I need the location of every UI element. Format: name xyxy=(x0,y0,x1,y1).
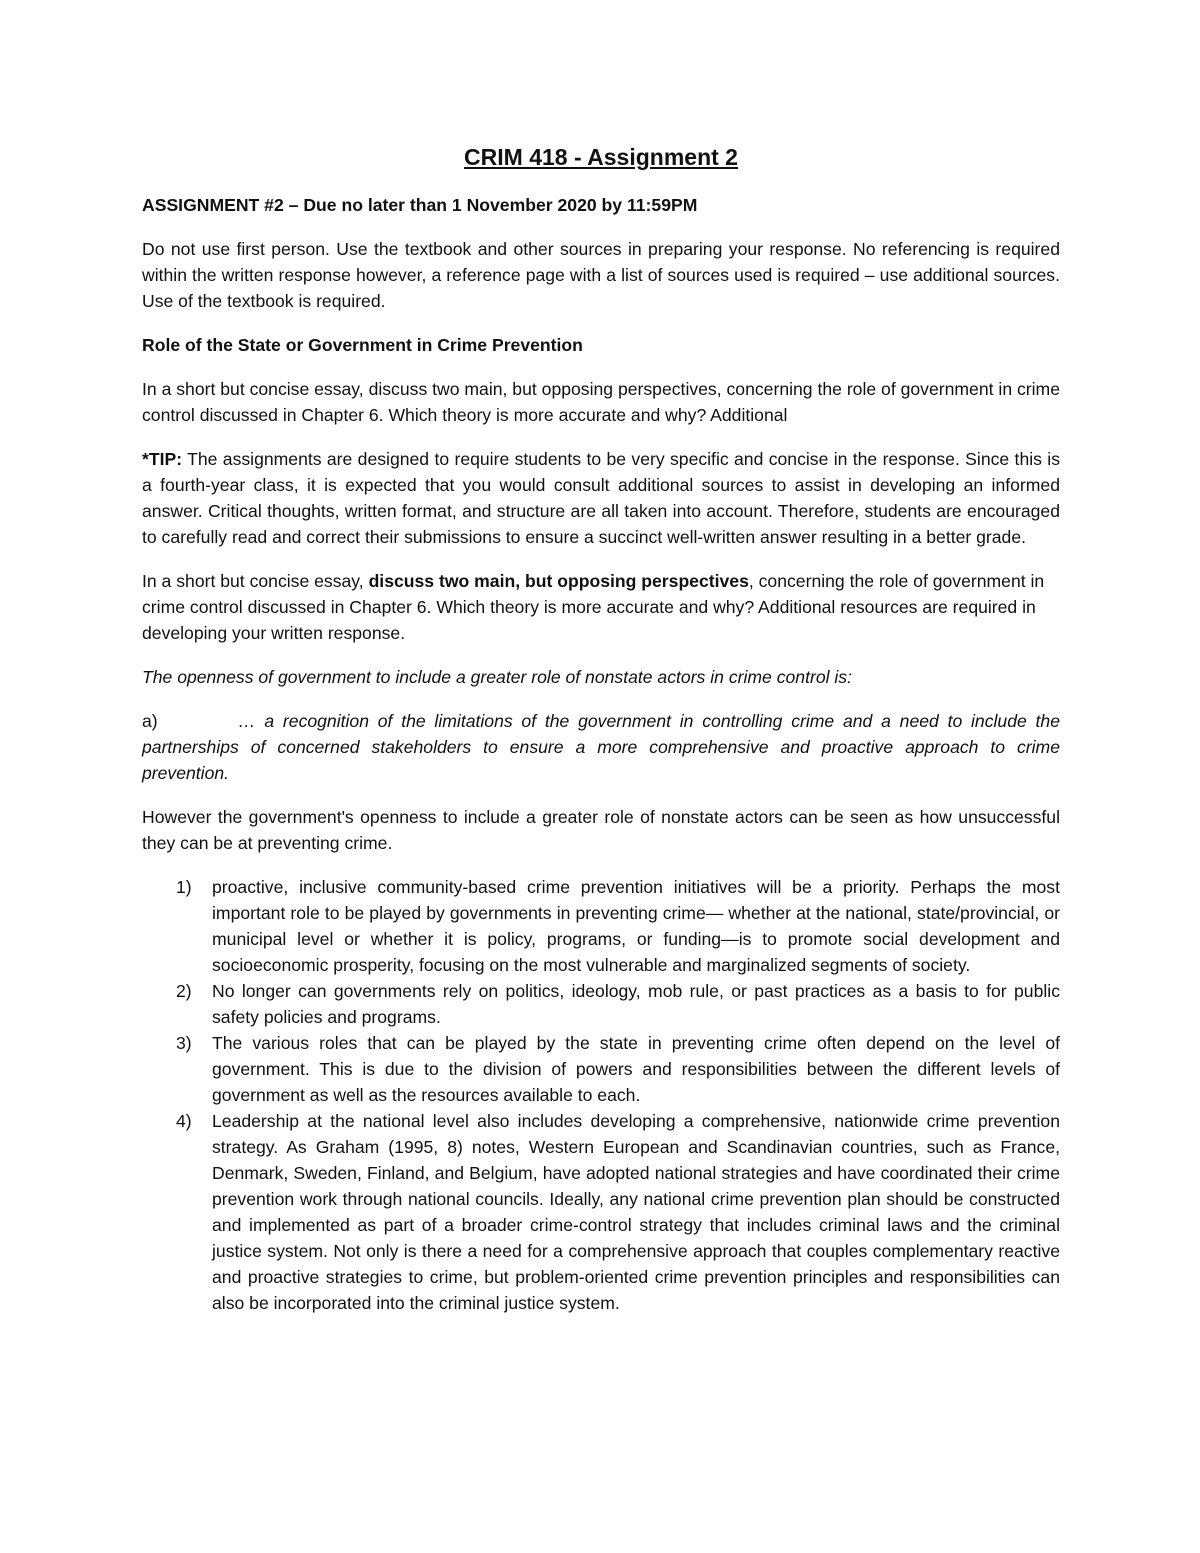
list-item-text: proactive, inclusive community-based crime prevention initiatives will be a priority. Perhaps the most important role to be played by governments in preventing crime— whether at the national, state/provincial, or municipal level or whether it is policy, programs, or funding—is to promote social development and socioeconomic prosperity, focusing on the most vulnerable and marginalized segments of society. xyxy=(212,877,1060,975)
openness-statement: The openness of government to include a greater role of nonstate actors in crime control is: xyxy=(142,667,852,687)
section-heading: Role of the State or Government in Crime Prevention xyxy=(142,335,583,355)
instructions-paragraph: Do not use first person. Use the textbook and other sources in preparing your response. No referencing is required within the written response however, a reference page with a list of sources used is required – use additional sources. Use of the textbook is required. xyxy=(142,239,1060,311)
list-item-number: 2) xyxy=(176,981,192,1001)
tip-text: The assignments are designed to require students to be very specific and concise in the response. Since this is a fourth-year class, it is expected that you would consult additional sources to assist in developing an informed answer. Critical thoughts, written format, and structure are all taken into account. Therefore, students are encouraged to carefully read and correct their submissions to ensure a succinct well-written answer resulting in a better grade. xyxy=(142,449,1060,547)
list-item-text: No longer can governments rely on politics, ideology, mob rule, or past practices as a basis to for public safety policies and programs. xyxy=(212,981,1060,1027)
tip-paragraph xyxy=(142,446,1060,550)
list-item xyxy=(142,1030,1060,1108)
prompt-2-post: , concerning the role of government in crime control discussed in Chapter 6. Which theory is more accurate and why? Additional resources are required in developing your written response. xyxy=(142,571,1045,643)
option-a-text: … a recognition of the limitations of the government in controlling crime and a need to include the partnerships of concerned stakeholders to ensure a more comprehensive and proactive approach to crime prevention. xyxy=(142,711,1060,783)
list-item-number: 4) xyxy=(176,1111,192,1131)
due-date-line: ASSIGNMENT #2 – Due no later than 1 November 2020 by 11:59PM xyxy=(142,195,698,215)
list-item-text: Leadership at the national level also includes developing a comprehensive, nationwide crime prevention strategy. As Graham (1995, 8) notes, Western European and Scandinavian countries, such as France, Denmark, Sweden, Finland, and Belgium, have adopted national strategies and have coordinated their crime prevention work through national councils. Ideally, any national crime prevention plan should be constructed and implemented as part of a broader crime-control strategy that includes criminal laws and the criminal justice system. Not only is there a need for a comprehensive approach that couples complementary reactive and proactive strategies to crime, but problem-oriented crime prevention principles and responsibilities can also be incorporated into the criminal justice system. xyxy=(212,1111,1060,1313)
prompt-2-pre: In a short but concise essay, xyxy=(142,571,369,591)
list-item-number: 1) xyxy=(176,877,192,897)
list-item-number: 3) xyxy=(176,1033,192,1053)
prompt-2-bold: discuss two main, but opposing perspectives xyxy=(368,571,749,591)
essay-prompt-paragraph: In a short but concise essay, discuss two main, but opposing perspectives, concerning the role of government in crime control discussed in Chapter 6. Which theory is more accurate and why? Additional xyxy=(142,379,1060,425)
option-a-marker: a) xyxy=(142,711,158,731)
document-title: CRIM 418 - Assignment 2 xyxy=(464,144,738,170)
list-item xyxy=(142,1108,1060,1316)
document-page xyxy=(142,140,1060,1316)
essay-prompt-repeat-paragraph xyxy=(142,568,1060,646)
numbered-list xyxy=(142,874,1060,1316)
however-paragraph: However the government's openness to include a greater role of nonstate actors can be seen as how unsuccessful they can be at preventing crime. xyxy=(142,807,1060,853)
tip-label: *TIP: xyxy=(142,449,183,469)
list-item xyxy=(142,978,1060,1030)
option-a xyxy=(142,708,1060,786)
list-item-text: The various roles that can be played by the state in preventing crime often depend on the level of government. This is due to the division of powers and responsibilities between the different levels of government as well as the resources available to each. xyxy=(212,1033,1060,1105)
list-item xyxy=(142,874,1060,978)
